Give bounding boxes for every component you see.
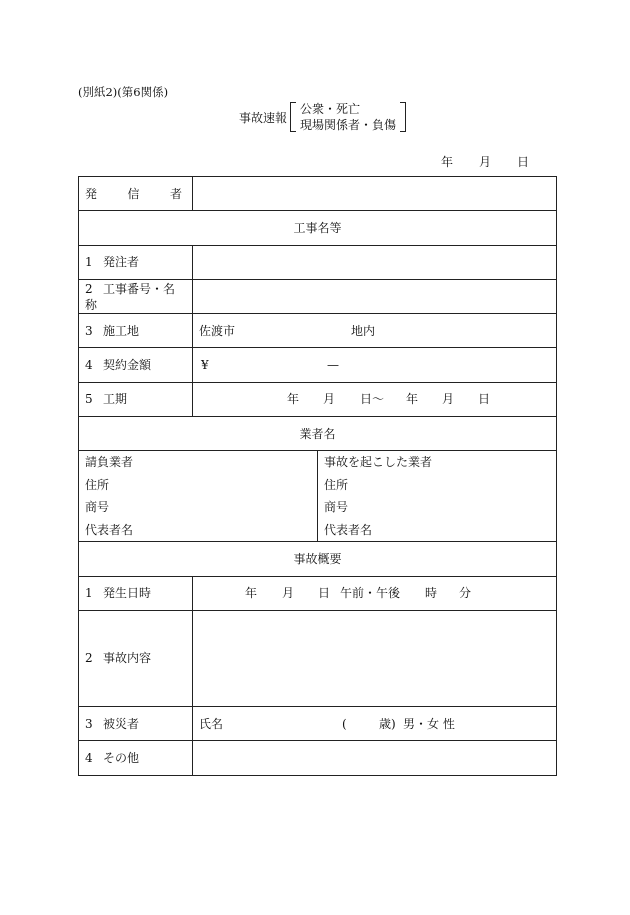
contract-company-cell[interactable] — [79, 451, 318, 542]
occur-month: 月 — [282, 586, 295, 601]
victim-name-label: 氏名 — [199, 716, 224, 731]
row-number: 1 — [85, 255, 93, 270]
other-field[interactable] — [193, 741, 557, 775]
occur-minute: 分 — [459, 586, 472, 601]
row-number: 4 — [85, 750, 93, 765]
site-city-prefix: 佐渡市 — [199, 323, 236, 338]
sender-value-field[interactable] — [193, 177, 557, 211]
row-number: 4 — [85, 358, 93, 373]
sender-label-cell — [79, 177, 193, 211]
victim-label-cell — [79, 706, 193, 740]
victim-age-open-paren: ( — [342, 716, 347, 731]
other-label-cell — [79, 741, 193, 775]
accident-content-label: 事故内容 — [103, 651, 152, 666]
report-date — [441, 153, 529, 170]
victim-age-label: 歳) — [379, 716, 396, 731]
sender-row — [79, 177, 557, 211]
section-accident-summary: 事故概要 — [79, 542, 557, 576]
section-construction-name: 工事名等 — [79, 211, 557, 245]
contract-amount-row — [79, 348, 557, 382]
contract-amount-label-cell — [79, 348, 193, 382]
row-number: 1 — [85, 586, 93, 601]
site-label: 施工地 — [103, 323, 140, 338]
project-number-row — [79, 279, 557, 313]
row-number: 3 — [85, 323, 93, 338]
occurrence-row — [79, 576, 557, 610]
period-row — [79, 382, 557, 416]
period-field[interactable] — [193, 382, 557, 416]
date-year-label: 年 — [441, 155, 454, 169]
period-label: 工期 — [103, 392, 128, 407]
contractor-row — [79, 451, 557, 542]
document-title — [239, 101, 406, 133]
accident-company-cell[interactable] — [318, 451, 557, 542]
contract-company-address-label: 住所 — [85, 477, 110, 492]
accident-content-field[interactable] — [193, 610, 557, 706]
period-end-month: 月 — [442, 392, 455, 407]
section-header-row — [79, 542, 557, 576]
reference-label: (別紙2)(第6関係) — [78, 85, 169, 99]
victim-label: 被災者 — [103, 716, 140, 731]
contract-company-trade-name-label: 商号 — [85, 500, 110, 515]
victim-gender-options: 男・女 性 — [403, 716, 455, 731]
sender-char-2: 信 — [127, 186, 140, 201]
title-options-bracket — [290, 101, 406, 133]
victim-field[interactable] — [193, 706, 557, 740]
occur-year: 年 — [245, 586, 258, 601]
section-header-row — [79, 211, 557, 245]
occurrence-label: 発生日時 — [103, 586, 152, 601]
occurrence-field[interactable] — [193, 576, 557, 610]
site-row — [79, 314, 557, 348]
row-number: 2 — [85, 651, 93, 666]
contract-company-heading: 請負業者 — [85, 455, 134, 470]
other-row — [79, 741, 557, 775]
title-option-public: 公衆・死亡 — [300, 102, 361, 116]
contract-amount-label: 契約金額 — [103, 358, 152, 373]
accident-content-row — [79, 610, 557, 706]
accident-company-trade-name-label: 商号 — [324, 500, 349, 515]
occurrence-label-cell — [79, 576, 193, 610]
row-number: 5 — [85, 392, 93, 407]
period-start-year: 年 — [287, 392, 300, 407]
site-field[interactable] — [193, 314, 557, 348]
section-contractor-name: 業者名 — [79, 417, 557, 451]
project-number-field[interactable] — [193, 279, 557, 313]
accident-company-representative-label: 代表者名 — [324, 522, 373, 537]
period-label-cell — [79, 382, 193, 416]
date-month-label: 月 — [478, 155, 491, 169]
date-day-label: 日 — [516, 155, 529, 169]
accident-content-label-cell — [79, 610, 193, 706]
sender-char-1: 発 — [85, 186, 98, 201]
contract-company-representative-label: 代表者名 — [85, 522, 134, 537]
occur-ampm: 午前・午後 — [340, 586, 401, 601]
site-area-suffix: 地内 — [351, 323, 376, 338]
orderer-field[interactable] — [193, 245, 557, 279]
section-header-row — [79, 417, 557, 451]
period-start-day: 日〜 — [360, 392, 385, 407]
period-end-year: 年 — [406, 392, 419, 407]
period-end-day: 日 — [478, 392, 491, 407]
project-number-label-cell — [79, 279, 193, 313]
accident-report-table — [78, 176, 557, 776]
victim-row — [79, 706, 557, 740]
contract-amount-field[interactable] — [193, 348, 557, 382]
sender-char-3: 者 — [169, 186, 182, 201]
row-number: 2 — [85, 281, 93, 296]
title-option-worker: 現場関係者・負傷 — [300, 118, 397, 132]
occur-hour: 時 — [425, 586, 438, 601]
amount-dash: — — [327, 358, 339, 373]
project-number-label: 工事番号・名称 — [85, 281, 176, 312]
row-number: 3 — [85, 716, 93, 731]
occur-day: 日 — [318, 586, 331, 601]
period-start-month: 月 — [323, 392, 336, 407]
yen-sign: ¥ — [201, 358, 209, 373]
accident-company-heading: 事故を起こした業者 — [324, 455, 433, 470]
orderer-label: 発注者 — [103, 255, 140, 270]
orderer-row — [79, 245, 557, 279]
site-label-cell — [79, 314, 193, 348]
title-label: 事故速報 — [239, 110, 288, 125]
accident-company-address-label: 住所 — [324, 477, 349, 492]
other-label: その他 — [103, 750, 140, 765]
orderer-label-cell — [79, 245, 193, 279]
